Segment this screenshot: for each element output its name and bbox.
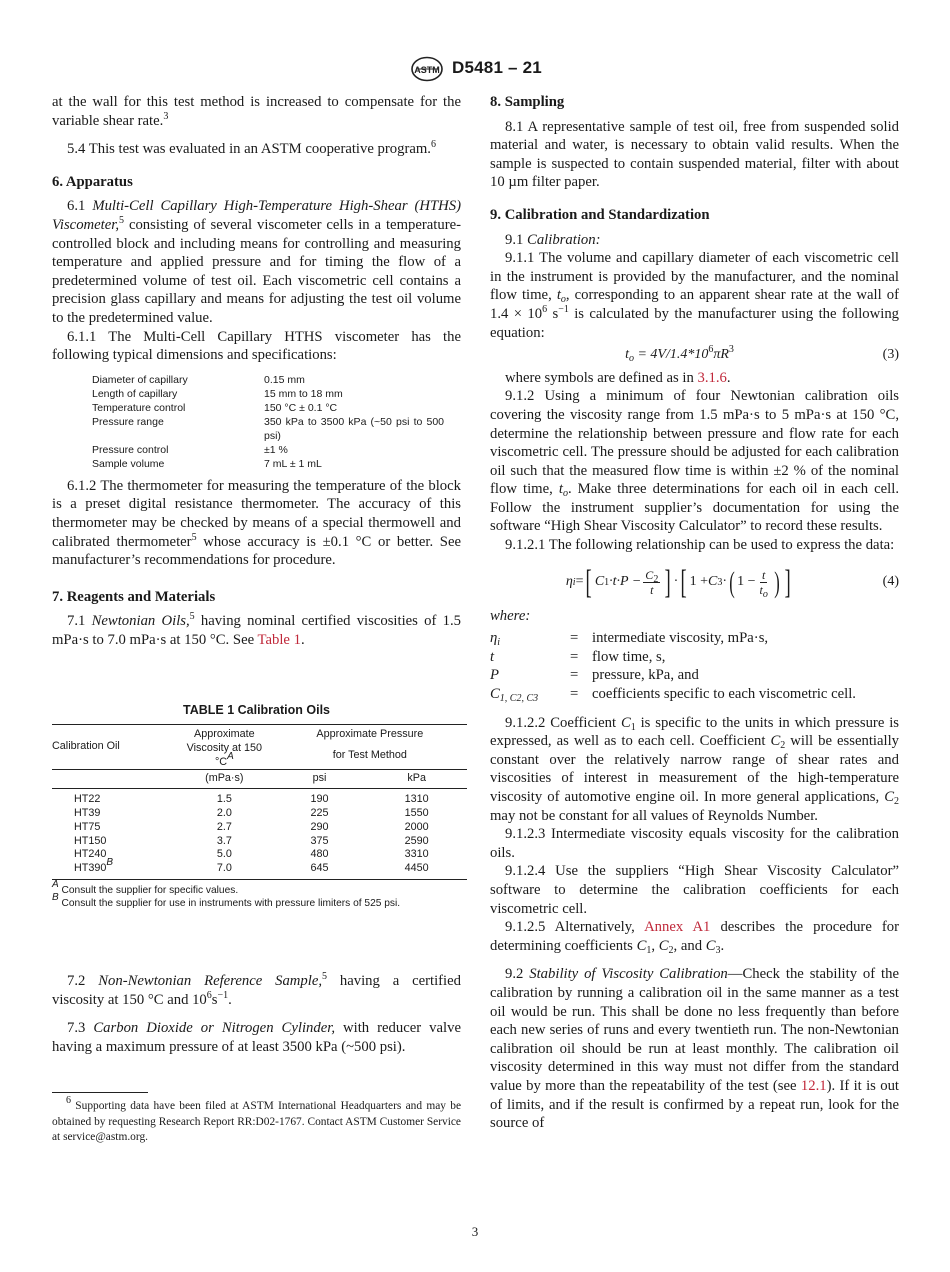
section-3-1-6-link[interactable]: 3.1.6	[697, 369, 727, 386]
table-row	[52, 821, 467, 835]
page-header	[0, 56, 950, 86]
cell-viscosity: 7.0	[216, 862, 232, 875]
definition-text: coefficients specific to each viscometric cell.	[592, 686, 856, 703]
page-number: 3	[471, 1224, 479, 1239]
paragraph-7-1: 7.1 Newtonian Oils,$^5$ having nominal certified viscosities of 1.5 mPa·s to 7.0 mPa·s at 150 °C. See Table 1.	[52, 611, 461, 648]
left-column	[52, 93, 461, 1146]
definition-symbol: t	[490, 648, 495, 665]
table-1-link[interactable]: Table 1	[257, 631, 301, 648]
section-heading-7: 7. Reagents and Materials	[52, 588, 216, 605]
equation-3: $t_o = 4V/1.4*10^6\pi R^3$ (3)	[625, 344, 899, 365]
definition-row	[490, 648, 899, 667]
symbol-definitions	[490, 629, 899, 703]
annex-a1-link[interactable]: Annex A1	[644, 919, 711, 936]
col-header-pressure-b: for Test Method	[332, 748, 407, 761]
definition-row	[490, 666, 899, 685]
paragraph-6-1: 6.1 Multi-Cell Capillary High-Temperature High-Shear (HTHS) Viscometer,$^5$ consisting of several viscometer cells in a temperature-controlled block and including means for controlling and measuring temperature and applied pressure and for timing the flow of a predetermined volume of test oil. Each viscometric cell contains a precision glass capillary and means for adjusting the test oil volume to the predetermined value.	[52, 198, 462, 326]
paragraph-6-1-2: 6.1.2 The thermometer for measuring the temperature of the block is a preset digital resistance thermometer. The accuracy of this thermometer may be checked by means of a special thermowell and calibrated thermometer$^5$ whose accuracy is ±0.1 °C or better. See manufacturer’s recommendations for procedure.	[52, 477, 462, 569]
section-heading-8: 8. Sampling	[490, 94, 565, 110]
cell-oil: HT150	[74, 834, 107, 847]
spec-row	[92, 373, 461, 387]
paragraph-9-1-2-3: 9.1.2.3 Intermediate viscosity equals viscosity for the calibration oils.	[490, 826, 899, 861]
spec-key: Sample volume	[92, 457, 165, 470]
col-header-oil: Calibration Oil	[52, 740, 120, 753]
col-header-viscosity-b: Viscosity at 150 $^\circ C^A$	[186, 741, 263, 768]
paragraph-9-1-1: 9.1.1 The volume and capillary diameter of each viscometric cell in the instrument is provided by the manufacturer, and the nominal flow time, $t_o$, corresponding to an apparent shear rate at the wall of $1.4 \times 10^6$ $s^{-1}$ is calculated by the manufacturer using the following equation:	[490, 250, 900, 341]
cell-viscosity: 2.0	[216, 807, 232, 820]
cell-oil: HT22	[74, 793, 101, 806]
equation-4-number: (4)	[882, 574, 899, 590]
definition-equals: =	[570, 648, 579, 665]
paragraph-9-2: 9.2 Stability of Viscosity Calibration—Check the stability of the calibration by running a calibration oil in the same manner as a test oil would be run. This shall be done no less frequently than before each new series of runs and every twentieth run. The non-Newtonian calibration oil should be run at least monthly. The calibration oil viscosity determined in this way must not differ from the standard value by more than the repeatability of the test (see 12.1). If it is out of limits, and if the result is confirmed by a repeat run, look for the source of	[490, 966, 899, 1132]
spec-row	[92, 443, 461, 457]
definition-symbol: $C_{1, C2, C3}$	[490, 686, 539, 705]
definition-symbol: P	[490, 667, 499, 684]
calibration-oils-table	[52, 701, 461, 910]
paragraph-8-1: 8.1 A representative sample of test oil, free from suspended solid material and water, is necessary to obtain valid results. When the sample is suspected to contain suspended material, filter with about 10 µm filter paper.	[490, 118, 899, 191]
spec-value: 15 mm to 18 mm	[264, 387, 343, 400]
spec-row	[92, 457, 461, 471]
right-column	[490, 93, 899, 1133]
paragraph-9-1-2-5: 9.1.2.5 Alternatively, Annex A1 describes the procedure for determining coefficients $C_1$, $C_2$, and $C_3$.	[490, 919, 899, 956]
cell-psi: 645	[310, 862, 329, 875]
paragraph-9-1-2-2: 9.1.2.2 Coefficient $C_1$ is specific to the units in which pressure is expressed, as well as to each cell. Coefficient $C_2$ will be essentially constant over the relatively narrow range of shear rates and viscosities of interest in measurement of the high-temperature viscosity of automotive engine oil. In more general applications, $C_2$ may not be constant for all values of Reynolds Number.	[490, 714, 899, 824]
paragraph-7-3: 7.3 Carbon Dioxide or Nitrogen Cylinder, with reducer valve having a maximum pressure of at least 3500 kPa (~500 psi).	[52, 1020, 461, 1055]
table-title: TABLE 1 Calibration Oils	[182, 703, 330, 718]
paragraph-7-2: 7.2 Non-Newtonian Reference Sample,$^5$ having a certified viscosity at 150 °C and $10^6s^{-1}$.	[52, 971, 462, 1008]
definition-symbol: $\eta_i$	[490, 630, 501, 649]
paragraph-9-1: 9.1 Calibration:	[505, 231, 601, 248]
cell-oil: HT75	[74, 820, 101, 833]
definition-text: pressure, kPa, and	[592, 667, 699, 684]
cell-kpa: 2000	[404, 820, 429, 833]
table-note-b: $^B$ Consult the supplier for use in instruments with pressure limiters of 525 psi.	[52, 892, 401, 910]
cell-psi: 290	[310, 820, 329, 833]
spec-row	[92, 415, 461, 443]
logo-text: ASTM	[414, 65, 440, 75]
spec-value: 0.15 mm	[264, 373, 305, 386]
col-header-pressure: Approximate Pressure	[316, 728, 424, 741]
paragraph-6-1-1: 6.1.1 The Multi-Cell Capillary HTHS viscometer has the following typical dimensions and specifications:	[52, 328, 461, 364]
paragraph-9-1-2-4: 9.1.2.4 Use the suppliers “High Shear Viscosity Calculator” software to determine the calibration coefficients for each viscometric cell.	[490, 863, 899, 917]
cell-kpa: 4450	[404, 862, 429, 875]
unit-kpa: kPa	[407, 772, 426, 785]
unit-psi: psi	[312, 772, 327, 785]
table-row	[52, 789, 467, 807]
cell-kpa: 3310	[404, 848, 429, 861]
spec-value: ±1 %	[264, 443, 288, 456]
definition-row	[490, 685, 899, 704]
spec-row	[92, 387, 461, 401]
table-note-a: $^A$ Consult the supplier for specific values.	[52, 879, 239, 897]
paragraph-continued: at the wall for this test method is increased to compensate for the variable shear rate.$^3$	[52, 94, 461, 129]
cell-oil: HT39	[74, 807, 101, 820]
table-row	[52, 848, 467, 862]
spec-key: Pressure range	[92, 415, 164, 428]
definition-equals: =	[570, 686, 579, 703]
cell-psi: 375	[310, 834, 329, 847]
col-header-viscosity-a: Approximate	[194, 728, 255, 741]
equation-3-number: (3)	[882, 347, 899, 363]
spec-row	[92, 401, 461, 415]
cell-kpa: 2590	[404, 834, 429, 847]
cell-kpa: 1310	[404, 793, 429, 806]
cell-viscosity: 5.0	[216, 848, 232, 861]
definition-text: flow time, s,	[592, 648, 666, 665]
spec-key: Length of capillary	[92, 387, 178, 400]
table-notes	[52, 879, 461, 910]
footnote-rule	[52, 1092, 148, 1093]
paragraph-5-4: 5.4 This test was evaluated in an ASTM cooperative program.$^6$	[67, 139, 436, 158]
paragraph-where: where symbols are defined as in 3.1.6.	[505, 369, 731, 386]
document-id: D5481 – 21	[452, 58, 542, 77]
specifications-list	[92, 373, 461, 471]
cell-psi: 225	[310, 807, 329, 820]
cell-oil: $HT390^B$	[74, 857, 114, 875]
cell-psi: 480	[310, 848, 329, 861]
cell-viscosity: 1.5	[216, 793, 232, 806]
cell-psi: 190	[310, 793, 329, 806]
footnote-6: $^6$ Supporting data have been filed at ASTM International Headquarters and may be obtained by requesting Research Report RR:D02-1767. Contact ASTM Customer Service at service@astm.org.	[52, 1095, 461, 1144]
section-heading-9: 9. Calibration and Standardization	[490, 206, 710, 223]
paragraph-9-1-2-1: 9.1.2.1 The following relationship can be used to express the data:	[505, 537, 895, 554]
spec-key: Temperature control	[92, 401, 186, 414]
spec-key: Diameter of capillary	[92, 373, 188, 386]
where-label: where:	[490, 607, 531, 624]
section-12-1-link[interactable]: 12.1	[800, 1077, 827, 1094]
table-row	[52, 835, 467, 849]
paragraph-9-1-2: 9.1.2 Using a minimum of four Newtonian calibration oils covering the viscosity range from 1.5 mPa·s to 5 mPa·s at 150 °C, determine the relationship between pressure and flow rate for each viscometric cell. The pressure should be adjusted for each calibration oil such that the measured flow time is within ±2 % of the nominal flow time, $t_o$. Make three determinations for each oil in each cell. Follow the instrument supplier’s documentation for using the software “High Shear Viscosity Calculator” to record these results.	[490, 388, 900, 535]
definition-equals: =	[570, 667, 579, 684]
section-heading-6: 6. Apparatus	[52, 173, 133, 190]
definition-text: intermediate viscosity, mPa·s,	[592, 630, 769, 647]
table-row	[52, 862, 467, 879]
cell-viscosity: 2.7	[216, 820, 232, 833]
unit-viscosity: (mPa·s)	[205, 772, 244, 785]
definition-equals: =	[570, 630, 579, 647]
cell-viscosity: 3.7	[216, 834, 232, 847]
cell-kpa: 1550	[404, 807, 429, 820]
astm-logo-icon	[410, 56, 444, 82]
definition-row	[490, 629, 899, 648]
spec-value: 7 mL ± 1 mL	[264, 457, 322, 470]
spec-value: 150 °C ± 0.1 °C	[264, 401, 338, 414]
table-row	[52, 807, 467, 821]
spec-value: 350 kPa to 3500 kPa (~50 psi to 500 psi)	[264, 415, 444, 442]
spec-key: Pressure control	[92, 443, 169, 456]
cell-oil: HT240	[74, 848, 107, 861]
equation-4: η i = [ C 1 ·t·P − $\frac{C_2}{t}$ ] · [ 1 + C 3 · ( 1 − $\frac{t}{t_o}$ ) ] (4)	[565, 563, 899, 601]
